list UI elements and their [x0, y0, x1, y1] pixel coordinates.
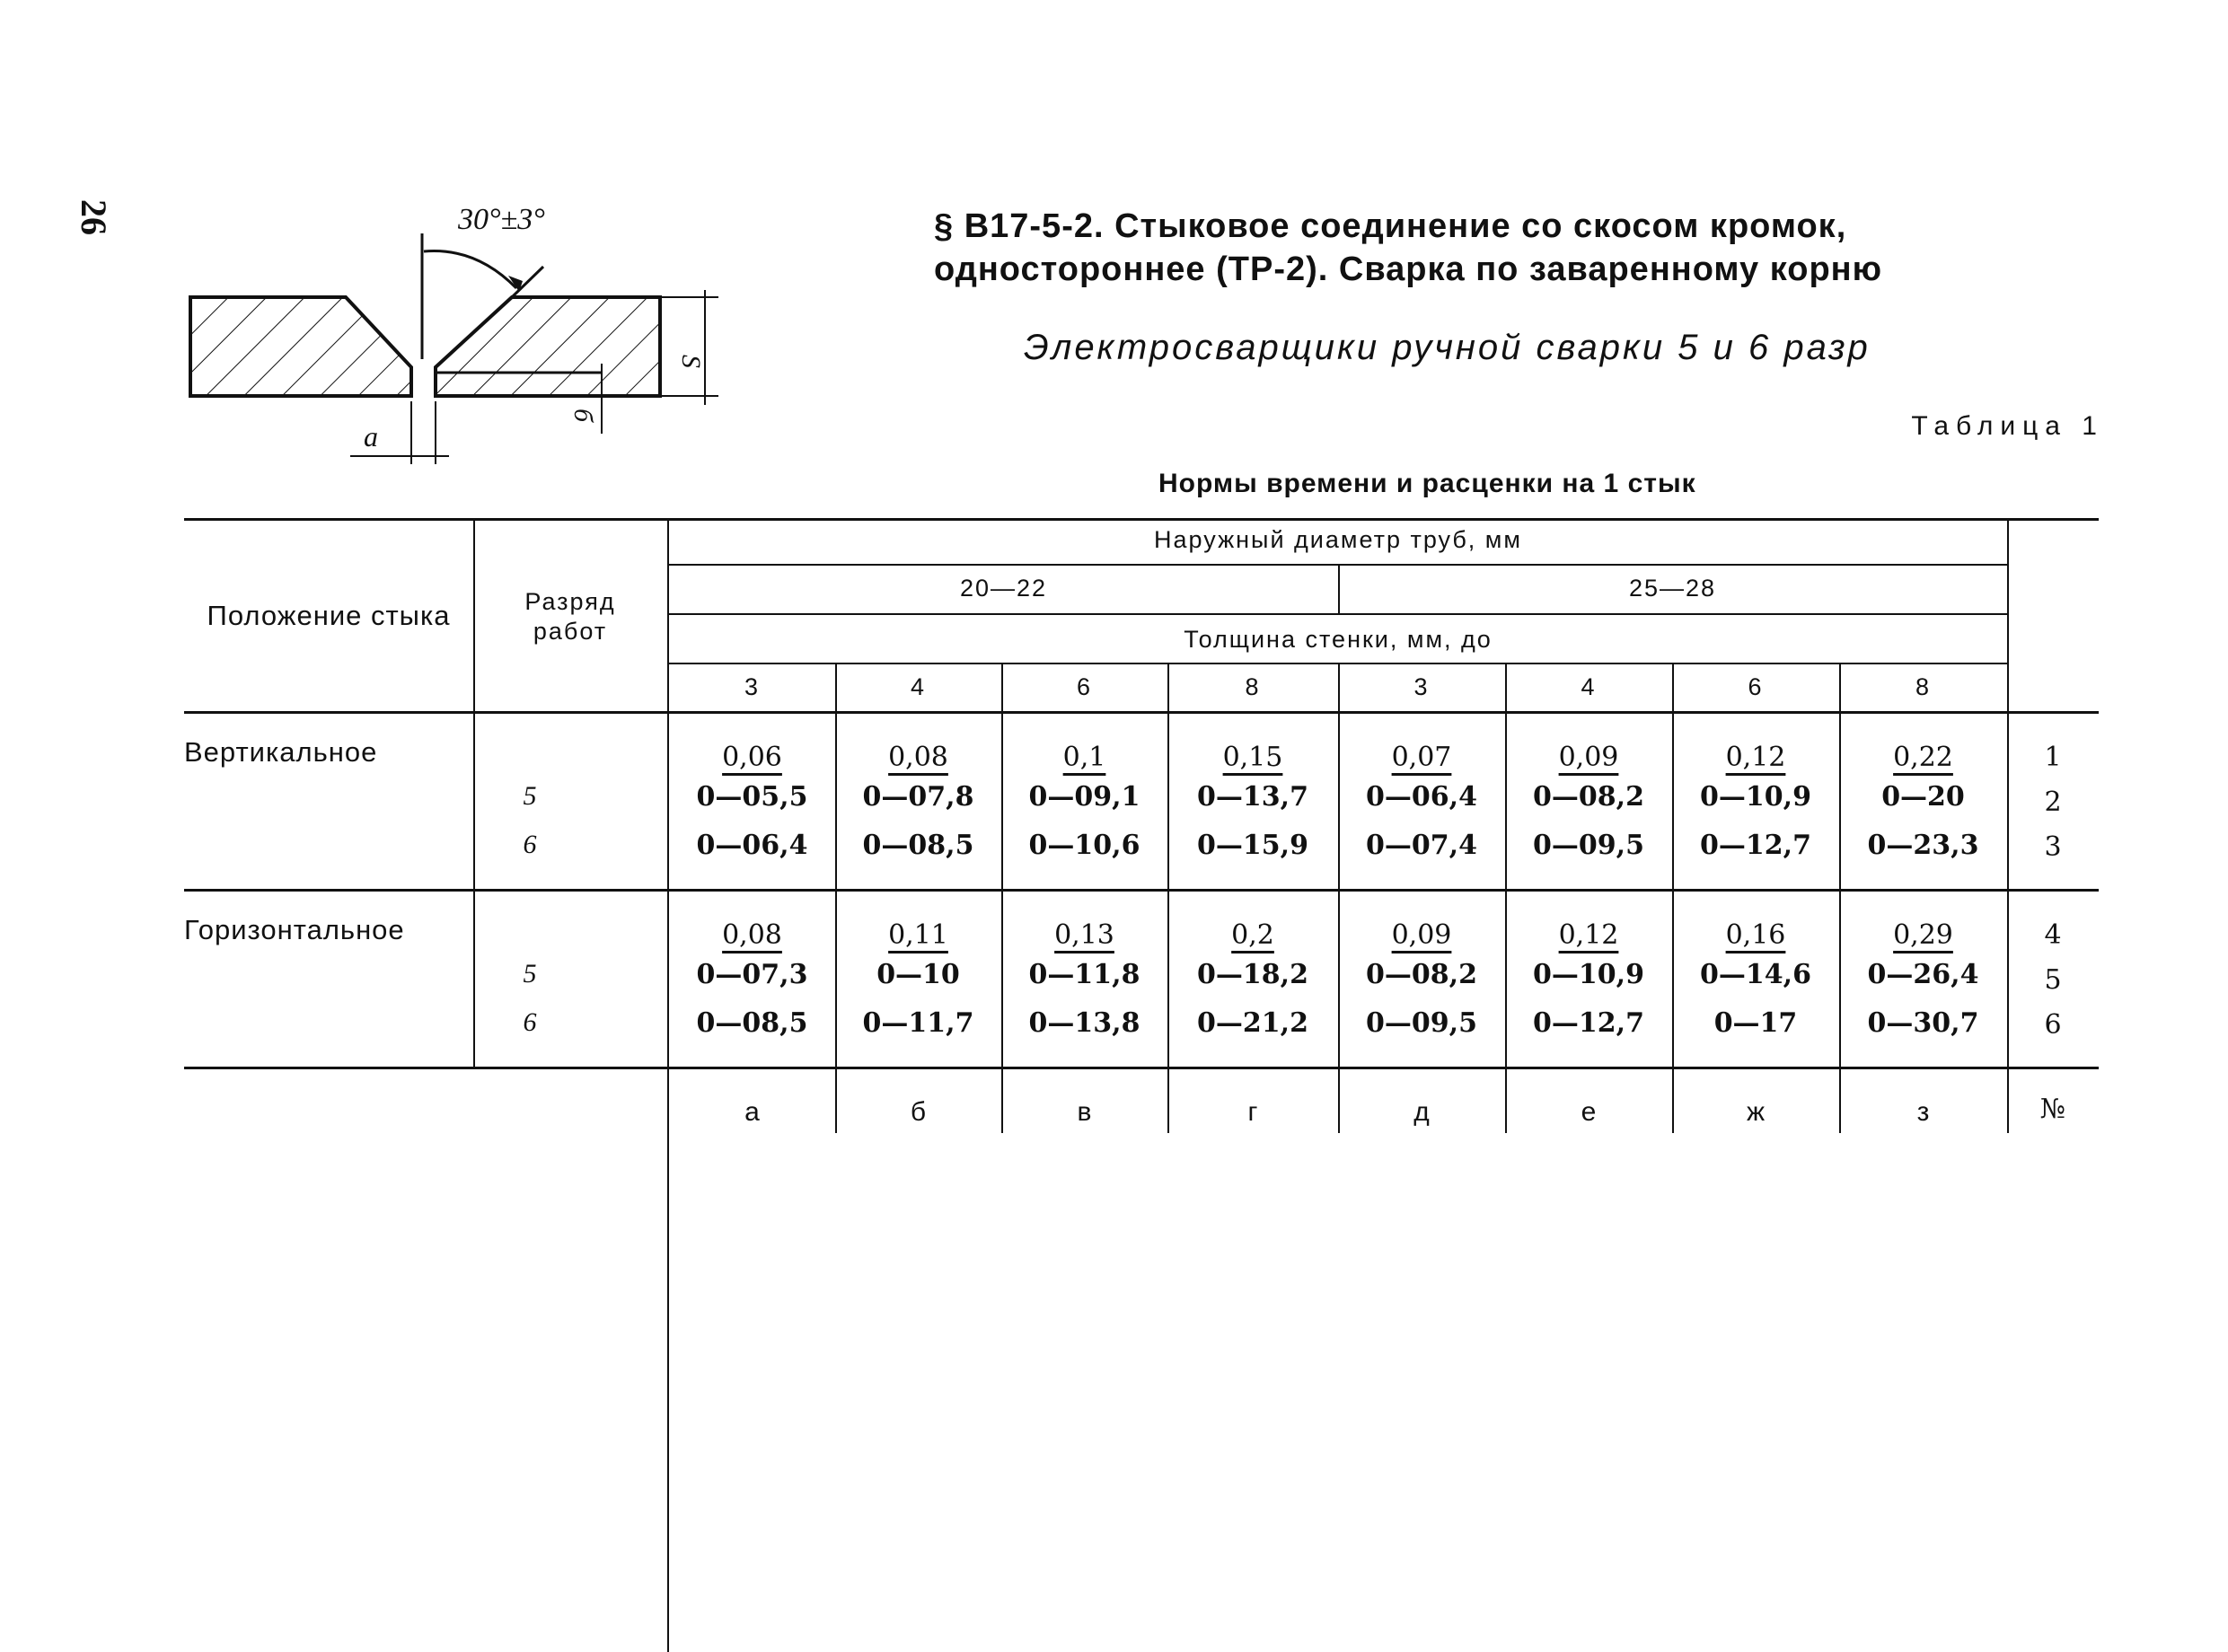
thickness-label: S — [676, 355, 706, 368]
section-title — [934, 205, 1994, 291]
grade-value: 6 — [523, 1007, 537, 1037]
norm-time: 0,07 — [1391, 742, 1452, 773]
header-thickness-rule — [669, 663, 2007, 664]
column-letter: б — [910, 1097, 927, 1127]
column-letter: г — [1247, 1097, 1258, 1127]
rate-value: 0—10,9 — [1533, 959, 1644, 990]
header-thickness-3: 8 — [1245, 673, 1261, 700]
row-number: 1 — [2044, 742, 2062, 773]
rate-value: 0—05,5 — [696, 781, 808, 813]
row-number: 4 — [2044, 919, 2062, 951]
grade-value: 5 — [523, 781, 537, 811]
rate-value: 0—12,7 — [1533, 1007, 1644, 1039]
header-diam-group-1: 20—22 — [959, 575, 1048, 602]
rate-value: 0—15,9 — [1197, 830, 1308, 861]
col-rule-2 — [1167, 663, 1169, 1133]
table-label: Таблица 1 — [1911, 411, 2104, 441]
norm-time: 0,13 — [1054, 919, 1114, 951]
norm-time: 0,08 — [722, 919, 782, 951]
norm-time: 0,22 — [1893, 742, 1953, 773]
rate-value: 0—10 — [876, 959, 960, 990]
rate-value: 0—12,7 — [1700, 830, 1811, 861]
position-label: Вертикальное — [184, 736, 378, 768]
col-rule-5 — [1672, 663, 1674, 1133]
header-range-rule — [669, 613, 2007, 615]
rate-value: 0—07,4 — [1366, 830, 1477, 861]
rate-value: 0—13,8 — [1028, 1007, 1140, 1039]
angle-label: 30°±3° — [458, 203, 545, 236]
grade-value: 6 — [523, 830, 537, 859]
column-letter: е — [1581, 1097, 1597, 1127]
rate-value: 0—09,1 — [1028, 781, 1140, 813]
rate-value: 0—07,8 — [862, 781, 974, 813]
header-outer-diameter: Наружный диаметр труб, мм — [1154, 526, 1522, 553]
col-number-rule — [2007, 518, 2009, 1133]
rate-value: 0—30,7 — [1867, 1007, 1979, 1039]
rate-value: 0—07,3 — [696, 959, 808, 990]
norm-time: 0,09 — [1391, 919, 1452, 951]
norm-time: 0,09 — [1558, 742, 1619, 773]
rate-value: 0—09,5 — [1366, 1007, 1477, 1039]
col-rule-1 — [1001, 663, 1003, 1133]
column-letter: а — [744, 1097, 760, 1127]
column-letter: ж — [1746, 1097, 1766, 1127]
header-bottom-rule — [184, 711, 2099, 714]
header-position: Положение стыка — [207, 600, 451, 631]
section-title-line-2: одностороннее (ТР-2). Сварка по заваренному корню — [934, 250, 1883, 288]
range-split-rule — [1338, 564, 1340, 613]
group-divider-rule — [184, 889, 2099, 892]
column-letter: д — [1413, 1097, 1430, 1127]
rate-value: 0—17 — [1713, 1007, 1798, 1039]
rate-value: 0—13,7 — [1197, 781, 1308, 813]
number-sign: № — [2039, 1094, 2066, 1125]
rate-value: 0—11,8 — [1028, 959, 1140, 990]
rate-value: 0—23,3 — [1867, 830, 1979, 861]
row-number: 3 — [2044, 831, 2062, 863]
norm-time: 0,16 — [1725, 919, 1786, 951]
col-position-rule — [473, 518, 475, 1067]
rate-value: 0—09,5 — [1533, 830, 1644, 861]
row-number: 6 — [2044, 1009, 2062, 1041]
page-number: 26 — [74, 199, 114, 235]
rate-value: 0—06,4 — [696, 830, 808, 861]
row-number: 2 — [2044, 786, 2062, 818]
rate-value: 0—21,2 — [1197, 1007, 1308, 1039]
rate-value: 0—14,6 — [1700, 959, 1811, 990]
section-title-line-1: § В17-5-2. Стыковое соединение со скосом кромок, — [934, 207, 1847, 245]
header-thickness-5: 4 — [1581, 673, 1597, 700]
rate-value: 0—08,2 — [1533, 781, 1644, 813]
header-wall-thickness: Толщина стенки, мм, до — [1184, 626, 1493, 653]
header-thickness-7: 8 — [1915, 673, 1932, 700]
rate-value: 0—11,7 — [862, 1007, 974, 1039]
table-caption: Нормы времени и расценки на 1 стык — [1158, 469, 1696, 498]
workers-subtitle: Электросварщики ручной сварки 5 и 6 разр — [1024, 328, 1871, 367]
rate-value: 0—18,2 — [1197, 959, 1308, 990]
header-thickness-1: 4 — [910, 673, 927, 700]
rate-value: 0—20 — [1881, 781, 1965, 813]
header-grade-2: работ — [533, 618, 608, 645]
rate-value: 0—08,5 — [696, 1007, 808, 1039]
grade-value: 5 — [523, 959, 537, 989]
root-label: б — [568, 409, 598, 423]
norm-time: 0,06 — [722, 742, 782, 773]
column-letter: з — [1916, 1097, 1930, 1127]
norm-time: 0,12 — [1558, 919, 1619, 951]
col-rule-3 — [1338, 663, 1340, 1133]
rate-value: 0—26,4 — [1867, 959, 1979, 990]
rate-value: 0—08,2 — [1366, 959, 1477, 990]
rate-value: 0—06,4 — [1366, 781, 1477, 813]
column-letter: в — [1077, 1097, 1092, 1127]
norm-time: 0,29 — [1893, 919, 1953, 951]
norm-time: 0,11 — [888, 919, 948, 951]
norm-time: 0,1 — [1062, 742, 1106, 773]
angle-arc — [424, 251, 516, 288]
table-top-rule — [184, 518, 2099, 521]
header-thickness-2: 6 — [1076, 673, 1093, 700]
norm-time: 0,15 — [1222, 742, 1283, 773]
header-diameter-rule — [669, 564, 2007, 566]
row-number: 5 — [2044, 964, 2062, 996]
norm-time: 0,12 — [1725, 742, 1786, 773]
rate-value: 0—10,9 — [1700, 781, 1811, 813]
right-plate — [436, 297, 660, 396]
col-rule-4 — [1505, 663, 1507, 1133]
col-rule-6 — [1839, 663, 1841, 1133]
rate-value: 0—10,6 — [1028, 830, 1140, 861]
rate-value: 0—08,5 — [862, 830, 974, 861]
left-plate — [190, 297, 411, 396]
col-grade-rule — [667, 518, 669, 1652]
gap-label: a — [364, 420, 378, 453]
table-bottom-rule — [184, 1067, 2099, 1069]
header-diam-group-2: 25—28 — [1628, 575, 1717, 602]
header-thickness-0: 3 — [744, 673, 761, 700]
weld-joint-diagram — [180, 193, 736, 471]
norm-time: 0,2 — [1231, 919, 1274, 951]
position-label: Горизонтальное — [184, 914, 405, 945]
header-thickness-6: 6 — [1748, 673, 1764, 700]
header-thickness-4: 3 — [1413, 673, 1430, 700]
norm-time: 0,08 — [888, 742, 948, 773]
col-rule-0 — [835, 663, 837, 1133]
header-grade-1: Разряд — [524, 588, 616, 615]
